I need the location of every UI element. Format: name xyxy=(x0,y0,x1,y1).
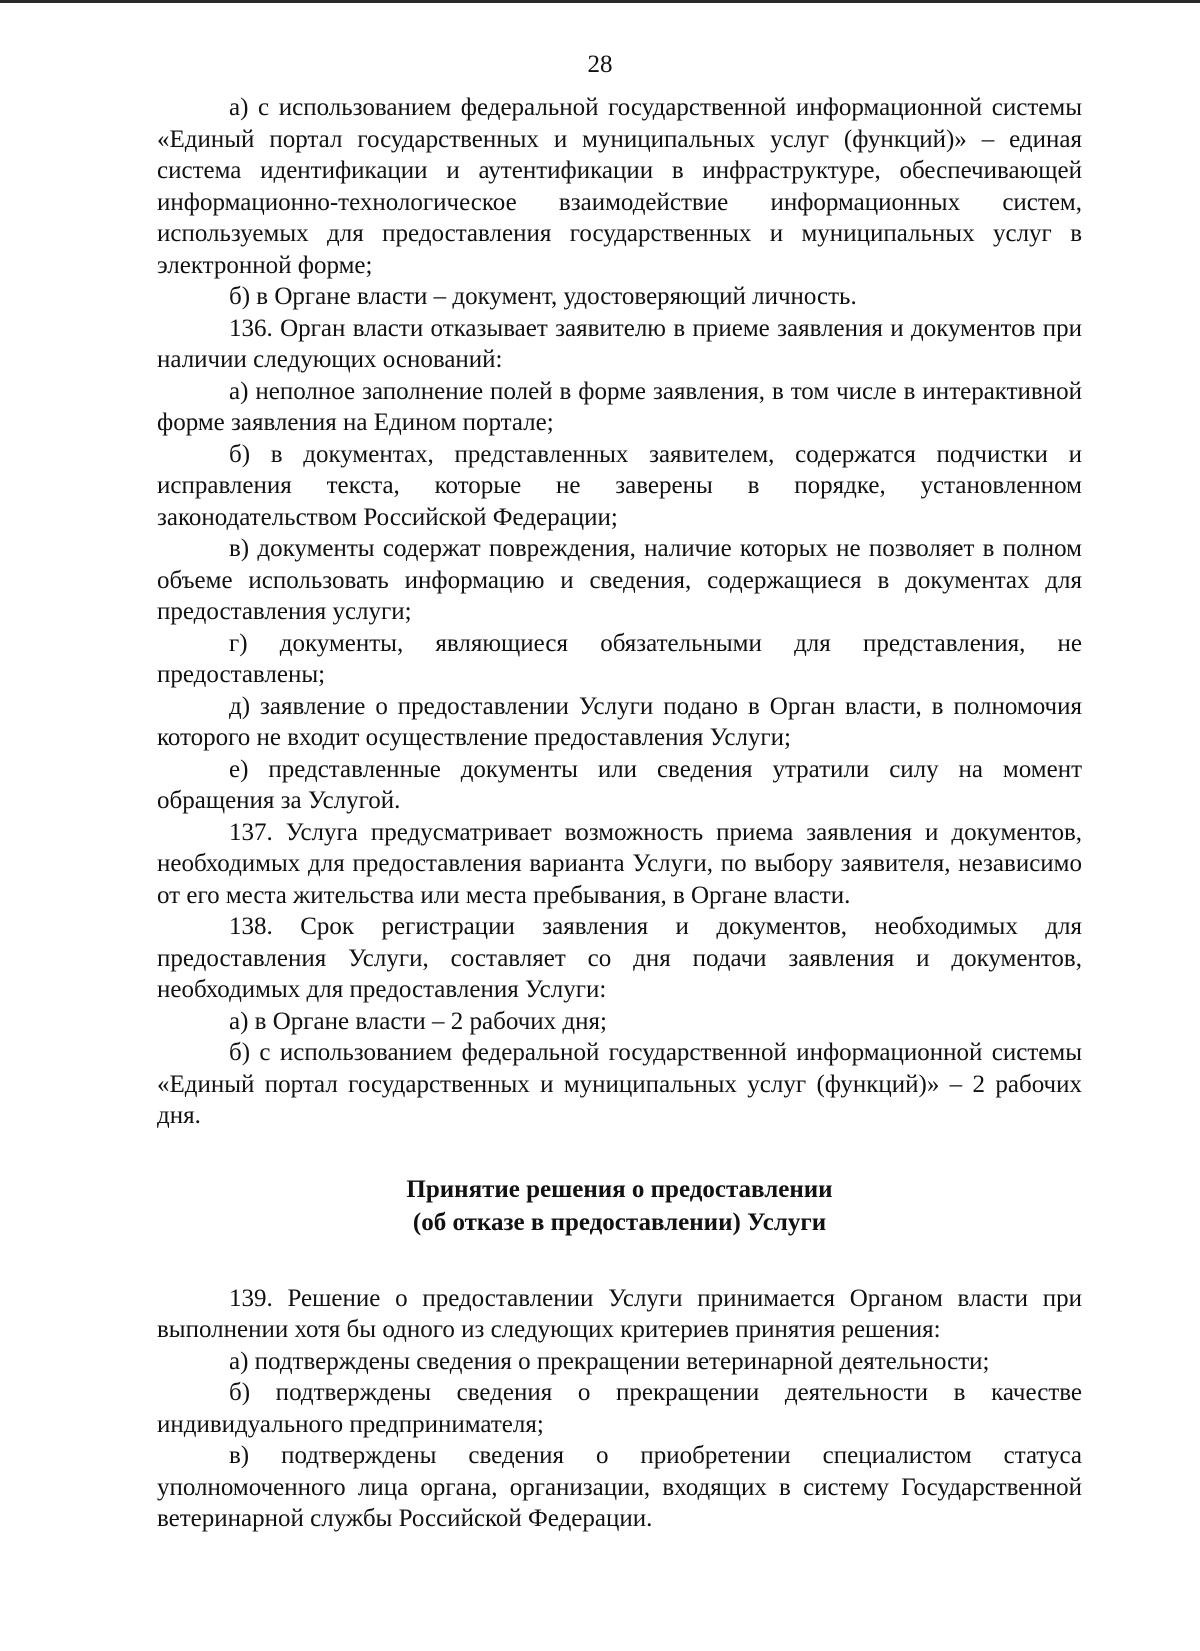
paragraph-139-a: а) подтверждены сведения о прекращении ветеринарной деятельности; xyxy=(229,1347,990,1375)
document-body xyxy=(157,92,1082,1535)
paragraph-136-c: в) документы содержат повреждения, наличие которых не позволяет в полном объеме использовать информацию и сведения, содержащиеся в документах для предоставления услуги; xyxy=(157,535,1082,625)
paragraph-139: 139. Решение о предоставлении Услуги принимается Органом власти при выполнении хотя бы одного из следующих критериев принятия решения: xyxy=(157,1284,1082,1343)
paragraph-136-f: е) представленные документы или сведения утратили силу на момент обращения за Услугой. xyxy=(157,755,1082,814)
paragraph-139-b: б) подтверждены сведения о прекращении деятельности в качестве индивидуального предпринимателя; xyxy=(157,1379,1082,1438)
paragraph-138-b: б) с использованием федеральной государственной информационной системы «Единый портал государственных и муниципальных услуг (функций)» – 2 рабочих дня. xyxy=(157,1039,1082,1129)
paragraph-136-refusal-grounds: 136. Орган власти отказывает заявителю в приеме заявления и документов при наличии следующих оснований: xyxy=(157,314,1082,373)
paragraph-138: 138. Срок регистрации заявления и документов, необходимых для предоставления Услуги, составляет со дня подачи заявления и документов, необходимых для предоставления Услуги: xyxy=(157,913,1082,1003)
paragraph-138-a: а) в Органе власти – 2 рабочих дня; xyxy=(229,1007,607,1035)
paragraph-136-b: б) в документах, представленных заявителем, содержатся подчистки и исправления текста, которые не заверены в порядке, установленном законодательством Российской Федерации; xyxy=(157,440,1082,531)
page-number: 28 xyxy=(587,51,613,78)
paragraph-136-d: г) документы, являющиеся обязательными для представления, не предоставлены; xyxy=(157,629,1082,688)
section-heading-line-1: Принятие решения о предоставлении xyxy=(406,1175,833,1203)
paragraph-a-epgu-identification: а) с использованием федеральной государственной информационной системы «Единый портал государственных и муниципальных услуг (функций)» – единая система идентификации и аутентификации в инфраструктуре, обеспечивающей информационно-технологическое взаимодействие информационных систем, используемых для предоставления государственных и муниципальных услуг в электронной форме; xyxy=(157,94,1082,279)
paragraph-b-identity-document: б) в Органе власти – документ, удостоверяющий личность. xyxy=(229,283,857,310)
section-heading xyxy=(157,1173,1082,1239)
section-heading-line-2: (об отказе в предоставлении) Услуги xyxy=(412,1208,827,1236)
paragraph-137: 137. Услуга предусматривает возможность приема заявления и документов, необходимых для предоставления варианта Услуги, по выбору заявителя, независимо от его места жительства или места пребывания, в Органе власти. xyxy=(157,818,1082,909)
paragraph-136-e: д) заявление о предоставлении Услуги подано в Орган власти, в полномочия которого не входит осуществление предоставления Услуги; xyxy=(157,692,1082,751)
paragraph-139-c: в) подтверждены сведения о приобретении специалистом статуса уполномоченного лица органа, организации, входящих в систему Государственной ветеринарной службы Российской Федерации. xyxy=(157,1442,1082,1532)
paragraph-136-a: а) неполное заполнение полей в форме заявления, в том числе в интерактивной форме заявления на Едином портале; xyxy=(157,377,1082,436)
scan-top-edge xyxy=(0,0,1200,3)
